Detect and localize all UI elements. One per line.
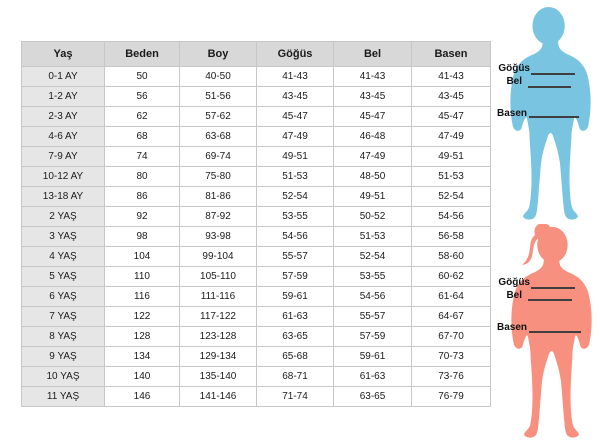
value-cell: 141-146 [180,387,257,407]
value-cell: 122 [105,307,180,327]
value-cell: 69-74 [180,147,257,167]
table-row [22,347,491,367]
value-cell: 61-64 [412,287,491,307]
value-cell: 47-49 [412,127,491,147]
value-cell: 51-53 [412,167,491,187]
value-cell: 65-68 [257,347,334,367]
value-cell: 45-47 [257,107,334,127]
value-cell: 116 [105,287,180,307]
value-cell: 49-51 [412,147,491,167]
age-cell: 5 YAŞ [22,267,105,287]
column-header-size: Beden [105,42,180,67]
age-cell: 2-3 AY [22,107,105,127]
value-cell: 74 [105,147,180,167]
size-table [21,41,491,407]
value-cell: 71-74 [257,387,334,407]
male-waist-line [528,86,571,88]
value-cell: 61-63 [334,367,412,387]
value-cell: 45-47 [334,107,412,127]
value-cell: 52-54 [412,187,491,207]
female-waist-line [528,299,572,301]
age-cell: 4 YAŞ [22,247,105,267]
female-waist-label: Bel [506,290,522,301]
value-cell: 123-128 [180,327,257,347]
value-cell: 45-47 [412,107,491,127]
table-row [22,307,491,327]
male-hip-label: Basen [496,108,527,119]
table-row [22,87,491,107]
value-cell: 134 [105,347,180,367]
value-cell: 92 [105,207,180,227]
value-cell: 55-57 [334,307,412,327]
age-cell: 11 YAŞ [22,387,105,407]
value-cell: 40-50 [180,67,257,87]
age-cell: 4-6 AY [22,127,105,147]
value-cell: 128 [105,327,180,347]
female-hip-line [529,331,581,333]
age-cell: 1-2 AY [22,87,105,107]
value-cell: 105-110 [180,267,257,287]
value-cell: 110 [105,267,180,287]
table-row [22,267,491,287]
size-table-header [22,42,491,67]
value-cell: 51-53 [257,167,334,187]
female-chest-label: Göğüs [498,277,530,288]
female-hip-label: Basen [496,322,527,333]
value-cell: 48-50 [334,167,412,187]
value-cell: 87-92 [180,207,257,227]
age-cell: 7-9 AY [22,147,105,167]
column-header-waist: Bel [334,42,412,67]
value-cell: 59-61 [257,287,334,307]
value-cell: 61-63 [257,307,334,327]
value-cell: 75-80 [180,167,257,187]
value-cell: 41-43 [334,67,412,87]
value-cell: 86 [105,187,180,207]
value-cell: 41-43 [412,67,491,87]
value-cell: 73-76 [412,367,491,387]
value-cell: 52-54 [257,187,334,207]
column-header-height: Boy [180,42,257,67]
table-row [22,227,491,247]
value-cell: 56-58 [412,227,491,247]
value-cell: 68 [105,127,180,147]
value-cell: 49-51 [334,187,412,207]
value-cell: 70-73 [412,347,491,367]
value-cell: 52-54 [334,247,412,267]
value-cell: 140 [105,367,180,387]
value-cell: 58-60 [412,247,491,267]
value-cell: 53-55 [257,207,334,227]
table-row [22,187,491,207]
table-row [22,327,491,347]
table-row [22,207,491,227]
age-cell: 3 YAŞ [22,227,105,247]
male-hip-line [529,116,579,118]
girl-silhouette-icon [504,224,599,442]
value-cell: 98 [105,227,180,247]
value-cell: 63-68 [180,127,257,147]
value-cell: 129-134 [180,347,257,367]
age-cell: 10-12 AY [22,167,105,187]
age-cell: 13-18 AY [22,187,105,207]
value-cell: 117-122 [180,307,257,327]
value-cell: 50-52 [334,207,412,227]
value-cell: 76-79 [412,387,491,407]
value-cell: 99-104 [180,247,257,267]
column-header-age: Yaş [22,42,105,67]
value-cell: 59-61 [334,347,412,367]
age-cell: 7 YAŞ [22,307,105,327]
value-cell: 47-49 [257,127,334,147]
table-row [22,287,491,307]
value-cell: 43-45 [257,87,334,107]
value-cell: 60-62 [412,267,491,287]
table-row [22,167,491,187]
age-cell: 2 YAŞ [22,207,105,227]
male-chest-line [531,73,575,75]
value-cell: 47-49 [334,147,412,167]
table-row [22,67,491,87]
value-cell: 62 [105,107,180,127]
value-cell: 57-62 [180,107,257,127]
female-chest-line [531,287,575,289]
value-cell: 53-55 [334,267,412,287]
header-row [22,42,491,67]
value-cell: 51-53 [334,227,412,247]
age-cell: 8 YAŞ [22,327,105,347]
column-header-hip: Basen [412,42,491,67]
value-cell: 80 [105,167,180,187]
value-cell: 55-57 [257,247,334,267]
value-cell: 146 [105,387,180,407]
value-cell: 43-45 [412,87,491,107]
value-cell: 93-98 [180,227,257,247]
value-cell: 56 [105,87,180,107]
value-cell: 68-71 [257,367,334,387]
male-chest-label: Göğüs [498,63,530,74]
value-cell: 81-86 [180,187,257,207]
value-cell: 54-56 [334,287,412,307]
age-cell: 9 YAŞ [22,347,105,367]
age-cell: 6 YAŞ [22,287,105,307]
value-cell: 50 [105,67,180,87]
value-cell: 111-116 [180,287,257,307]
table-row [22,367,491,387]
table-row [22,247,491,267]
value-cell: 54-56 [412,207,491,227]
value-cell: 104 [105,247,180,267]
male-waist-label: Bel [506,76,522,87]
age-cell: 10 YAŞ [22,367,105,387]
value-cell: 57-59 [257,267,334,287]
value-cell: 43-45 [334,87,412,107]
value-cell: 49-51 [257,147,334,167]
value-cell: 63-65 [257,327,334,347]
value-cell: 135-140 [180,367,257,387]
value-cell: 54-56 [257,227,334,247]
table-row [22,107,491,127]
column-header-chest: Göğüs [257,42,334,67]
value-cell: 46-48 [334,127,412,147]
table-row [22,127,491,147]
value-cell: 64-67 [412,307,491,327]
value-cell: 67-70 [412,327,491,347]
age-cell: 0-1 AY [22,67,105,87]
table-row [22,387,491,407]
value-cell: 41-43 [257,67,334,87]
value-cell: 57-59 [334,327,412,347]
value-cell: 63-65 [334,387,412,407]
table-row [22,147,491,167]
size-table-body [22,67,491,407]
value-cell: 51-56 [180,87,257,107]
